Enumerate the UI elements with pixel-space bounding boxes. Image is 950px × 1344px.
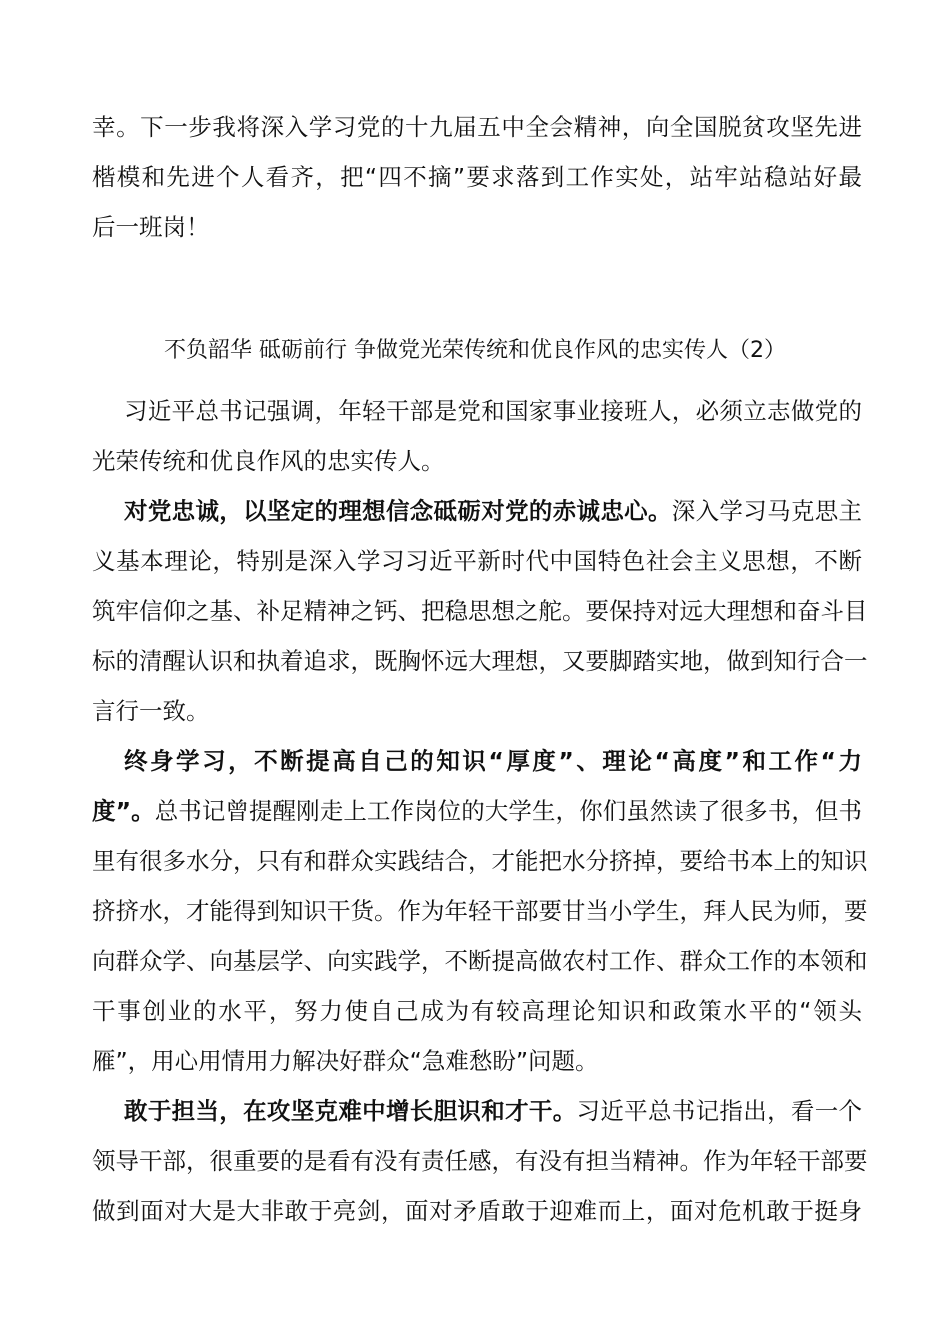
paragraph-line: 里有很多水分，只有和群众实践结合，才能把水分挤掉，要给书本上的知识 [92,847,868,875]
paragraph-line: 义基本理论，特别是深入学习习近平新时代中国特色社会主义思想，不断 [92,547,862,575]
paragraph-line: 筑牢信仰之基、补足精神之钙、把稳思想之舵。要保持对远大理想和奋斗目 [92,597,868,625]
section-title: 不负韶华 砥砺前行 争做党光荣传统和优良作风的忠实传人（2） [164,338,786,363]
paragraph-line: 习近平总书记强调，年轻干部是党和国家事业接班人，必须立志做党的 [124,397,862,425]
paragraph-line: 做到面对大是大非敢于亮剑，面对矛盾敢于迎难而上，面对危机敢于挺身 [92,1197,862,1225]
paragraph-line: 领导干部，很重要的是看有没有责任感，有没有担当精神。作为年轻干部要 [92,1147,868,1175]
paragraph-line: 雁”，用心用情用力解决好群众“急难愁盼”问题。 [92,1047,599,1075]
paragraph-line: 楷模和先进个人看齐，把“四不摘”要求落到工作实处，站牢站稳站好最 [92,163,862,191]
paragraph-line: 光荣传统和优良作风的忠实传人。 [92,447,445,475]
paragraph-line: 言行一致。 [92,697,210,725]
paragraph-line [124,746,862,776]
paragraph-line: 标的清醒认识和执着追求，既胸怀远大理想，又要脚踏实地，做到知行合一 [92,647,868,675]
paragraph-line: 对党忠诚，以坚定的理想信念砥砺对党的赤诚忠心。深入学习马克思主 [124,497,863,525]
bold-heading: 度”。 [92,797,155,825]
paragraph-line: 幸。下一步我将深入学习党的十九届五中全会精神，向全国脱贫攻坚先进 [92,113,862,141]
bold-heading: 对党忠诚，以坚定的理想信念砥砺对党的赤诚忠心。 [124,497,672,525]
paragraph-line: 干事创业的水平，努力使自己成为有较高理论知识和政策水平的“领头 [92,997,862,1025]
paragraph-line: 敢于担当，在攻坚克难中增长胆识和才干。习近平总书记指出，看一个 [124,1097,863,1125]
bold-heading: 敢于担当，在攻坚克难中增长胆识和才干。 [124,1097,577,1125]
paragraph-line: 挤挤水，才能得到知识干货。作为年轻干部要甘当小学生，拜人民为师，要 [92,897,868,925]
paragraph-line: 向群众学、向基层学、向实践学，不断提高做农村工作、群众工作的本领和 [92,947,868,975]
paragraph-line: 度”。总书记曾提醒刚走上工作岗位的大学生，你们虽然读了很多书，但书 [92,797,862,825]
paragraph-line: 后一班岗！ [92,213,210,241]
bold-heading: 终身学习，不断提高自己的知识“厚度”、理论“高度”和工作“力 [124,747,862,775]
